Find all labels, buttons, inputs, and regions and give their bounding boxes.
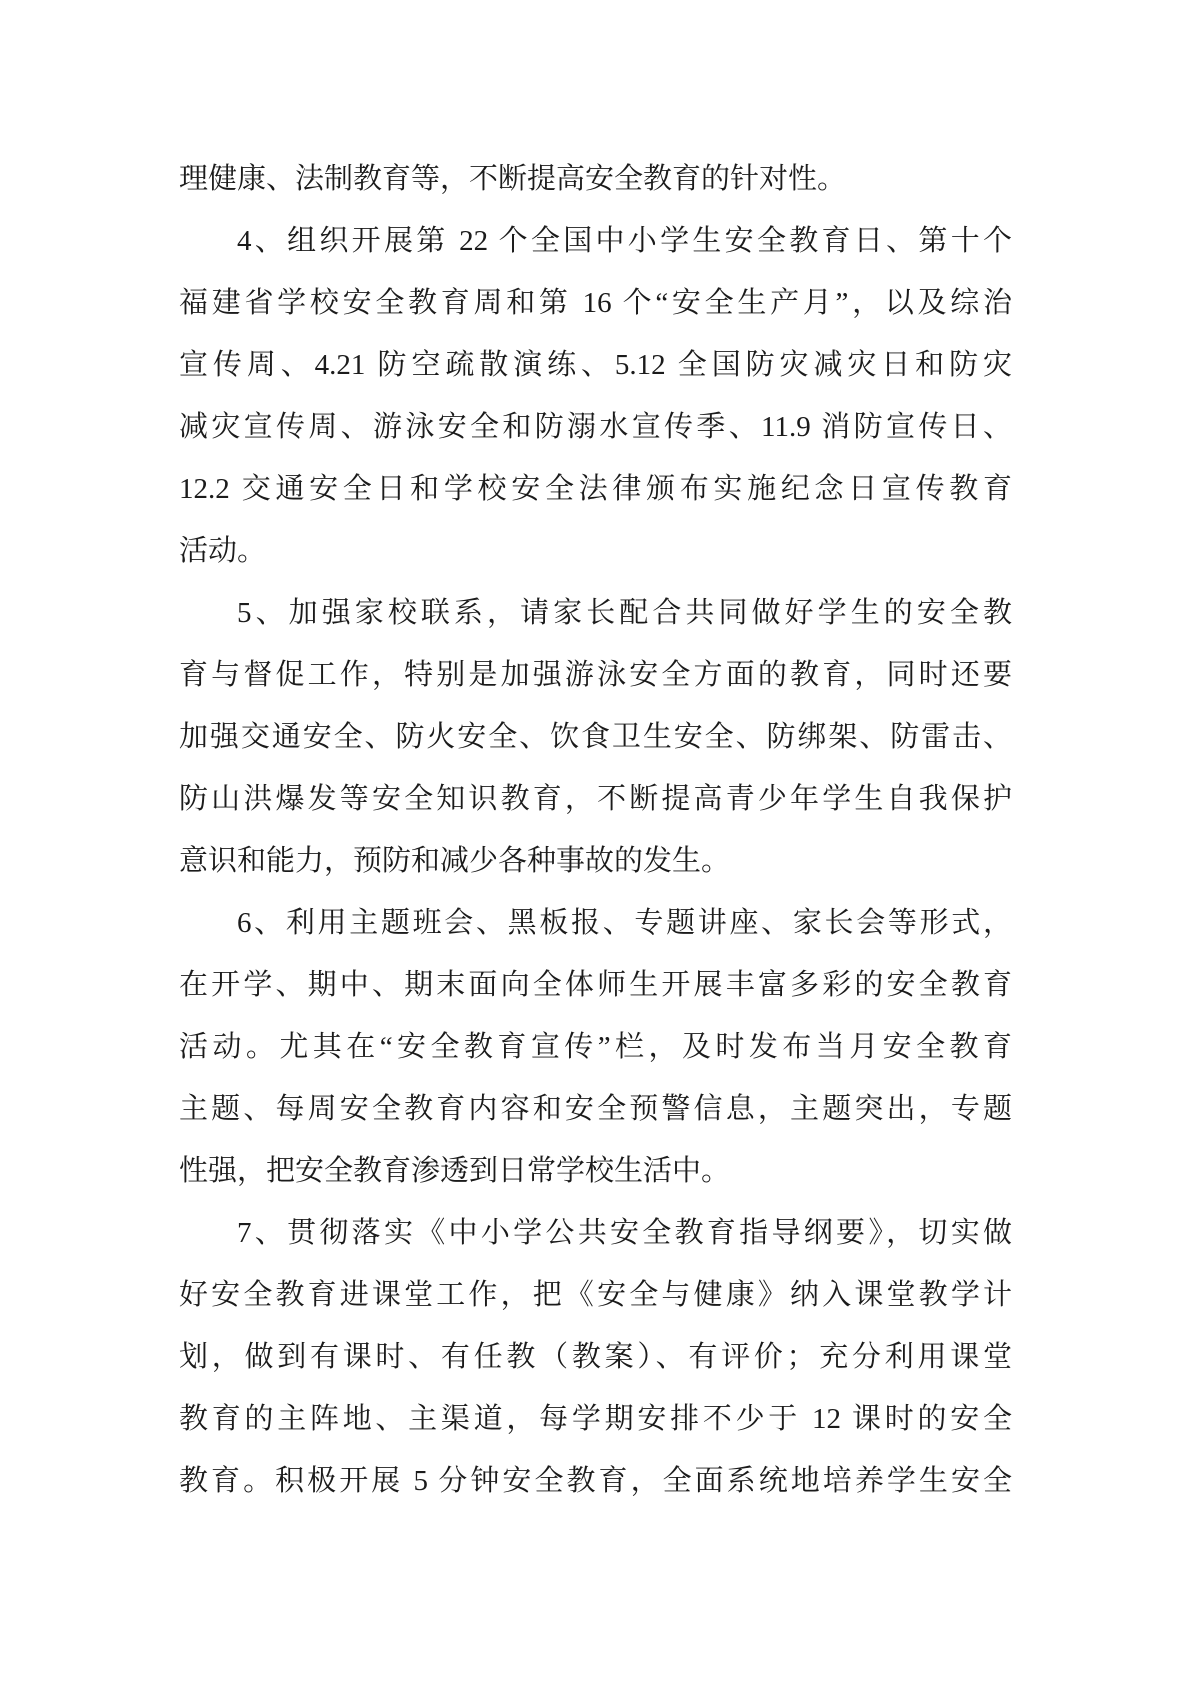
text-line: 意识和能力，预防和减少各种事故的发生。 <box>179 845 731 877</box>
text-line: 12.2 交通安全日和学校安全法律颁布实施纪念日宣传教育 <box>179 473 1012 505</box>
paragraph-item-5 <box>179 582 1012 892</box>
text-line: 活动。 <box>179 535 267 567</box>
text-line: 划，做到有课时、有任教（教案）、有评价；充分利用课堂 <box>179 1341 1012 1373</box>
text-line: 活动。尤其在“安全教育宣传”栏，及时发布当月安全教育 <box>179 1031 1012 1063</box>
text-line: 性强，把安全教育渗透到日常学校生活中。 <box>179 1155 731 1187</box>
text-line: 福建省学校安全教育周和第 16 个“安全生产月”，以及综治 <box>179 287 1012 319</box>
paragraph-continuation <box>179 148 1012 210</box>
text-line: 理健康、法制教育等，不断提高安全教育的针对性。 <box>179 163 847 195</box>
text-line: 教育。积极开展 5 分钟安全教育，全面系统地培养学生安全 <box>179 1465 1012 1497</box>
text-line: 6、利用主题班会、黑板报、专题讲座、家长会等形式， <box>237 907 1012 939</box>
text-line: 4、组织开展第 22 个全国中小学生安全教育日、第十个 <box>237 225 1012 257</box>
paragraph-item-4 <box>179 210 1012 582</box>
text-line: 育与督促工作，特别是加强游泳安全方面的教育，同时还要 <box>179 659 1012 691</box>
text-line: 在开学、期中、期末面向全体师生开展丰富多彩的安全教育 <box>179 969 1012 1001</box>
paragraph-item-6 <box>179 892 1012 1202</box>
text-line: 好安全教育进课堂工作，把《安全与健康》纳入课堂教学计 <box>179 1279 1012 1311</box>
text-line: 5、加强家校联系，请家长配合共同做好学生的安全教 <box>237 597 1012 629</box>
document-body <box>179 148 1012 1512</box>
text-line: 减灾宣传周、游泳安全和防溺水宣传季、11.9 消防宣传日、 <box>179 411 1012 443</box>
text-line: 宣传周、4.21 防空疏散演练、5.12 全国防灾减灾日和防灾 <box>179 349 1012 381</box>
text-line: 7、贯彻落实《中小学公共安全教育指导纲要》，切实做 <box>237 1217 1012 1249</box>
text-line: 防山洪爆发等安全知识教育，不断提高青少年学生自我保护 <box>179 783 1012 815</box>
paragraph-item-7 <box>179 1202 1012 1512</box>
text-line: 主题、每周安全教育内容和安全预警信息，主题突出，专题 <box>179 1093 1012 1125</box>
text-line: 加强交通安全、防火安全、饮食卫生安全、防绑架、防雷击、 <box>179 721 1012 753</box>
text-line: 教育的主阵地、主渠道，每学期安排不少于 12 课时的安全 <box>179 1403 1012 1435</box>
